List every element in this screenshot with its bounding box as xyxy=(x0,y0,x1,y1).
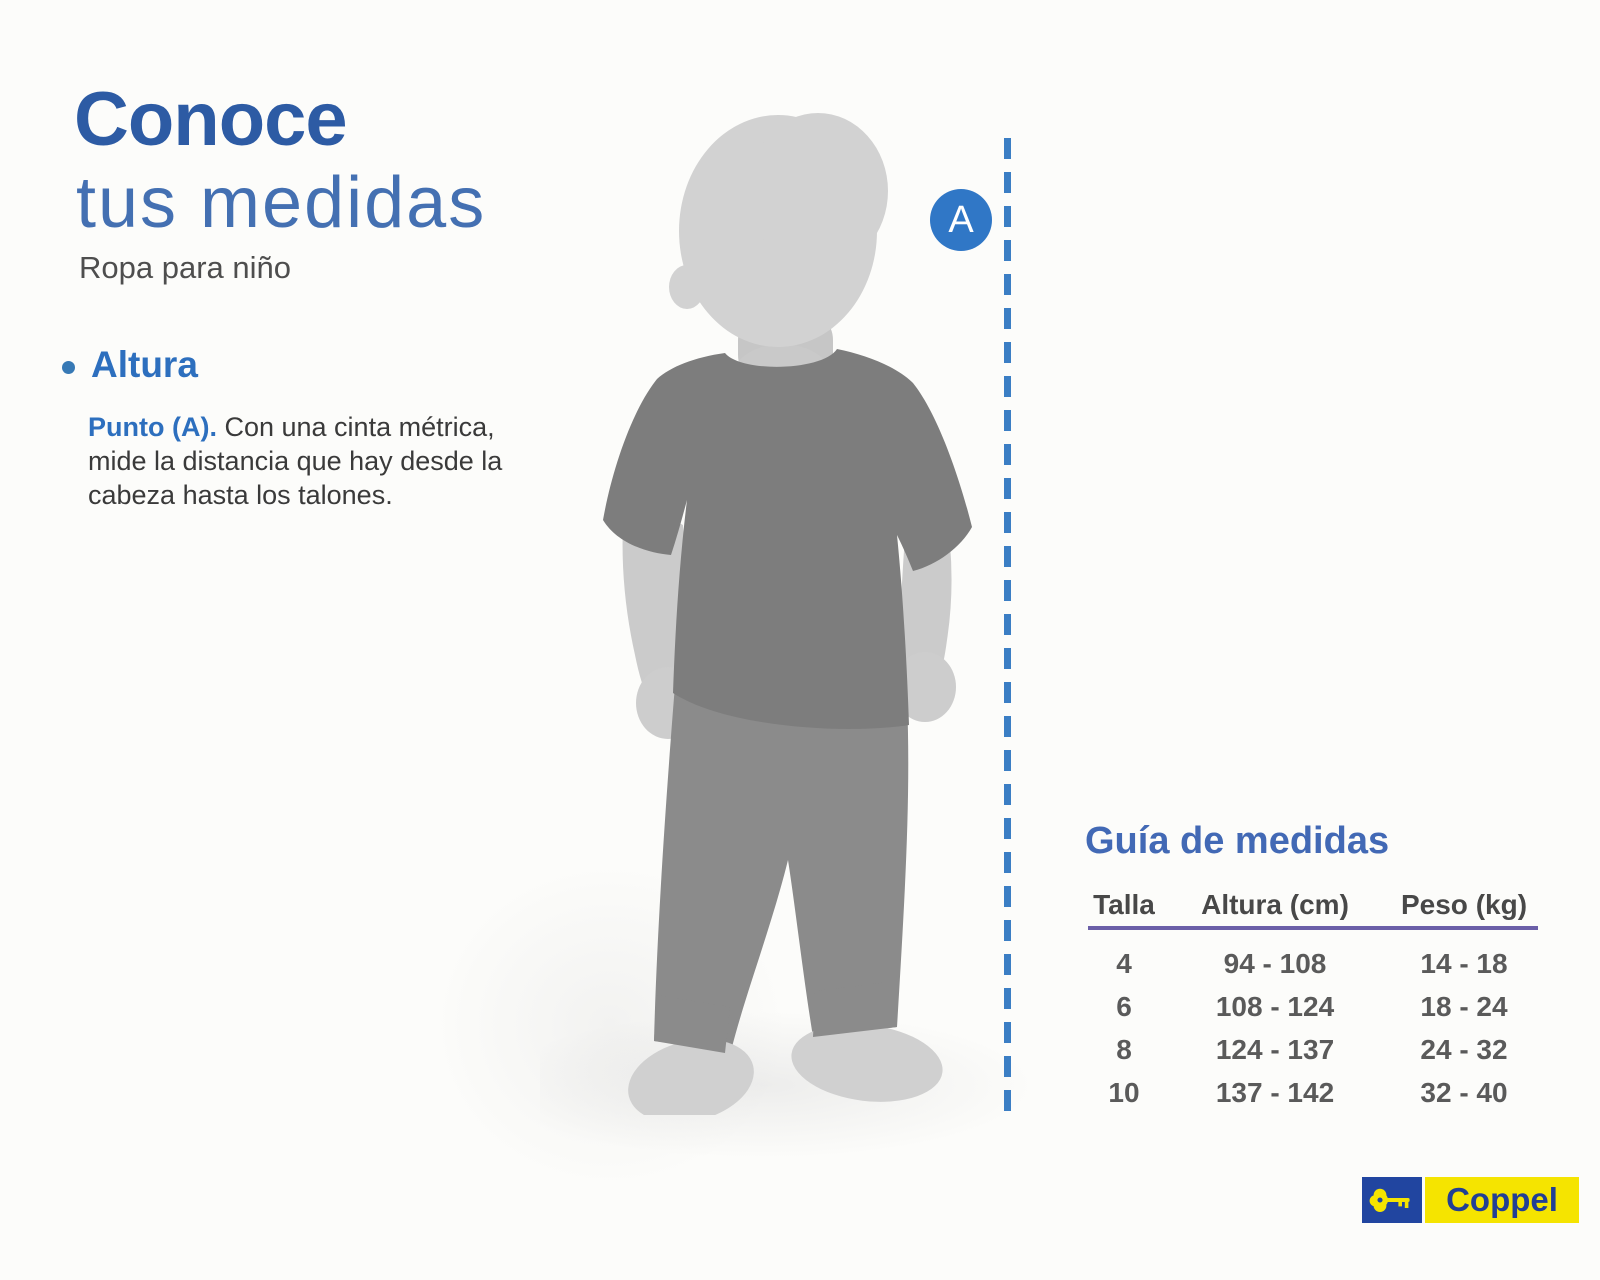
coppel-wordmark: Coppel xyxy=(1446,1181,1558,1218)
col-header-talla: Talla xyxy=(1093,889,1155,920)
measurement-dashed-line xyxy=(1004,138,1011,1116)
coppel-logo xyxy=(1362,1177,1579,1223)
cell-peso: 24 - 32 xyxy=(1420,1033,1508,1065)
silhouette-hair xyxy=(748,113,888,269)
size-table xyxy=(1088,884,1538,1114)
coppel-wordmark-box xyxy=(1425,1177,1579,1223)
cell-talla: 4 xyxy=(1116,947,1132,979)
key-icon xyxy=(1368,1183,1416,1217)
table-row xyxy=(1088,985,1538,1028)
point-a-marker-label: A xyxy=(948,198,974,241)
instructions-text: Con una cinta métrica, mide la distancia que hay desde la cabeza hasta los talones. xyxy=(88,412,503,510)
page-title: Conoce xyxy=(74,77,347,162)
table-row xyxy=(1088,1028,1538,1071)
table-row xyxy=(1088,1071,1538,1114)
cell-altura: 108 - 124 xyxy=(1215,990,1335,1022)
child-silhouette xyxy=(575,95,995,1115)
guide-title: Guía de medidas xyxy=(1085,820,1390,862)
cell-talla: 10 xyxy=(1108,1076,1140,1108)
cell-peso: 18 - 24 xyxy=(1420,990,1508,1022)
altura-label: Altura xyxy=(91,344,198,385)
col-header-altura: Altura (cm) xyxy=(1201,889,1349,920)
bullet-icon xyxy=(62,361,75,374)
category-label: Ropa para niño xyxy=(79,250,291,285)
point-a-label: Punto (A). xyxy=(88,412,217,442)
cell-talla: 6 xyxy=(1116,990,1132,1022)
point-a-marker xyxy=(930,189,992,251)
altura-section-heading xyxy=(62,344,198,386)
cell-altura: 94 - 108 xyxy=(1223,947,1327,979)
cell-peso: 14 - 18 xyxy=(1420,947,1508,979)
cell-altura: 124 - 137 xyxy=(1215,1033,1335,1065)
table-header-rule xyxy=(1088,926,1538,930)
col-header-peso: Peso (kg) xyxy=(1400,889,1528,920)
cell-altura: 137 - 142 xyxy=(1215,1076,1335,1108)
coppel-key-box xyxy=(1362,1177,1422,1223)
table-header-row xyxy=(1088,884,1538,926)
cell-peso: 32 - 40 xyxy=(1420,1076,1508,1108)
measurement-instructions xyxy=(88,410,550,512)
cell-talla: 8 xyxy=(1116,1033,1132,1065)
page-title-sub: tus medidas xyxy=(76,163,487,243)
table-row xyxy=(1088,942,1538,985)
